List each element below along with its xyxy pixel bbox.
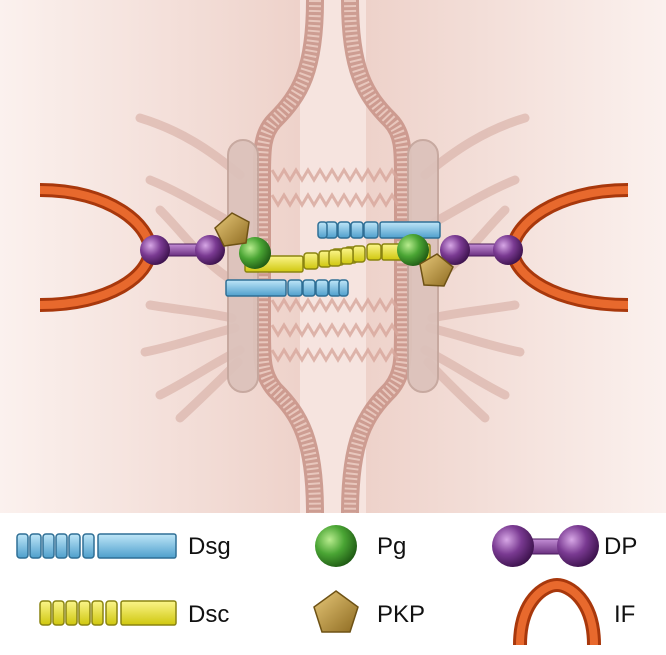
- legend-label-dsg: Dsg: [188, 533, 231, 560]
- legend-label-dsc: Dsc: [188, 601, 230, 628]
- legend-label-if: IF: [614, 601, 636, 628]
- legend-label-dp: DP: [604, 533, 638, 560]
- legend-label-pkp: PKP: [377, 601, 426, 628]
- plakoglobin-sphere-icon: [315, 525, 357, 567]
- dsc-cadherin-icon: [40, 601, 176, 625]
- legend-label-pg: Pg: [377, 533, 407, 560]
